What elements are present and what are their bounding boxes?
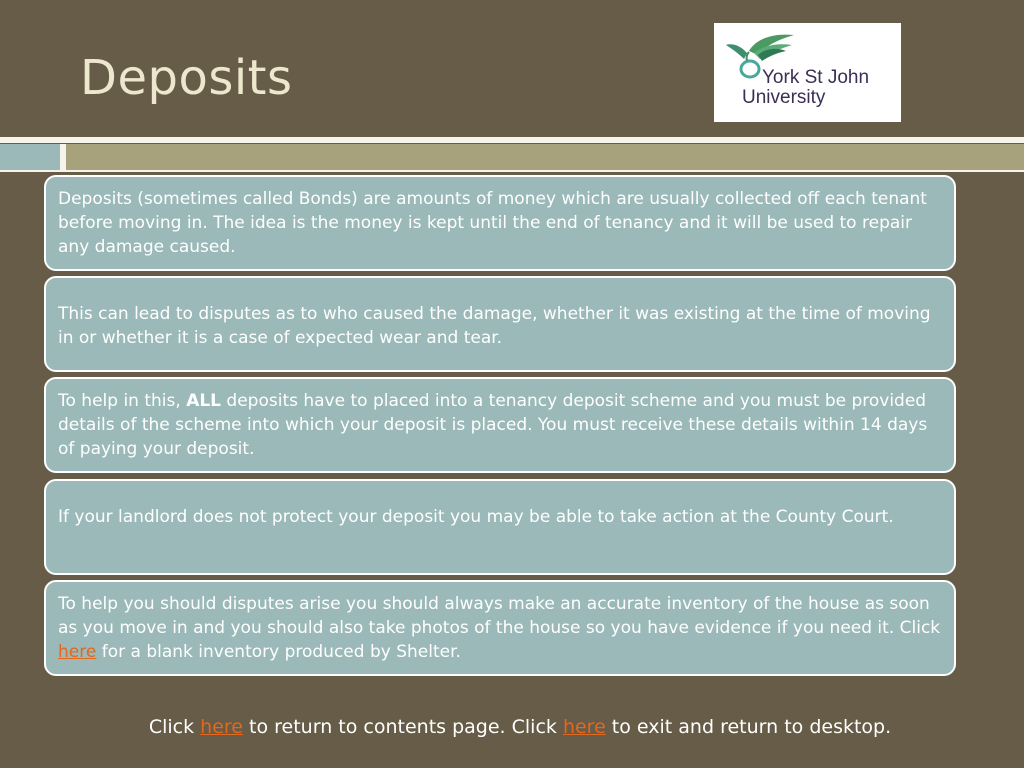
info-box-deposit-scheme (44, 377, 956, 473)
inventory-link[interactable]: here (58, 642, 97, 662)
footer-text-1: Click (148, 716, 201, 738)
york-st-john-logo-icon (714, 23, 901, 122)
info-box-inventory (44, 580, 956, 676)
university-logo (714, 23, 901, 122)
divider-blue-block (0, 144, 60, 170)
divider-bottom (0, 170, 1024, 172)
info-box-text: If your landlord does not protect your deposit you may be able to take action at the County Court. (58, 507, 894, 527)
divider-khaki-bar (66, 144, 1024, 170)
info-box-disputes (44, 276, 956, 372)
info-box-text-prefix: To help in this, (58, 391, 187, 411)
info-box-county-court (44, 479, 956, 575)
info-box-text-prefix: To help you should disputes arise you should always make an accurate inventory of the house as soon as you move in and you should also take photos of the house so you have evidence if you need it. Click (58, 594, 941, 638)
logo-line1: York St John (762, 67, 870, 88)
info-box-text: This can lead to disputes as to who caused the damage, whether it was existing at the time of moving in or whether it is a case of expected wear and tear. (58, 304, 931, 348)
footer-text-2: to return to contents page. Click (243, 716, 563, 738)
contents-page-link[interactable]: here (200, 716, 243, 738)
exit-to-desktop-link[interactable]: here (562, 716, 606, 738)
info-box-text: Deposits (sometimes called Bonds) are amounts of money which are usually collected off each tenant before moving in. The idea is the money is kept until the end of tenancy and it will be used to repair any damage caused. (58, 189, 927, 257)
divider-top (0, 137, 1024, 143)
info-box-text-suffix: for a blank inventory produced by Shelter. (96, 642, 461, 662)
info-box-deposits-definition (44, 175, 956, 271)
logo-line2: University (742, 87, 826, 108)
footer-text-3: to exit and return to desktop. (605, 716, 892, 738)
footer-navigation (0, 716, 1024, 738)
info-box-emphasis: ALL (186, 391, 222, 411)
info-box-text-suffix: deposits have to placed into a tenancy deposit scheme and you must be provided details of the scheme into which your deposit is placed. You must receive these details within 14 days of paying your deposit. (58, 391, 928, 459)
slide-title: Deposits (80, 50, 293, 106)
